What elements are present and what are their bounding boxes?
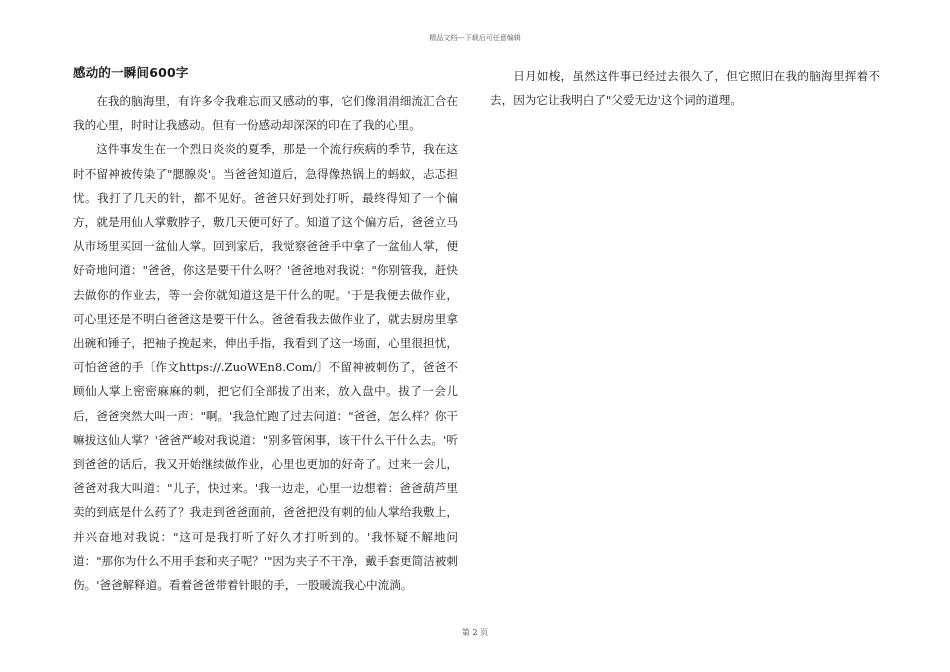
article-title: 感动的一瞬间600字	[73, 65, 189, 80]
left-column	[73, 64, 458, 597]
right-column	[490, 64, 880, 112]
paragraph-story: 这件事发生在一个烈日炎炎的夏季，那是一个流行疾病的季节，我在这时不留神被传染了"腮腺炎'。当爸爸知道后，急得像热锅上的蚂蚁，忐忑担忧。我打了几天的针，都不见好。爸爸只好到处打听，最终得知了一个偏方，就是用仙人掌敷脖子，敷几天便可好了。知道了这个偏方后，爸爸立马从市场里买回一盆仙人掌。回到家后，我觉察爸爸手中拿了一盆仙人掌，便好奇地问道："爸爸，你这是要干什么呀？'爸爸地对我说："你别管我，赶快去做你的作业去，等一会你就知道这是干什么的呢。'于是我便去做作业，可心里还是不明白爸爸这是要干什么。爸爸看我去做作业了，就去厨房里拿出碗和锤子，把袖子挽起来，伸出手指，我看到了这一场面，心里很担忧，可怕爸爸的手〔作文https://.ZuoWEn8.Com/〕不留神被刺伤了，爸爸不顾仙人掌上密密麻麻的刺，把它们全部拔了出来，放入盘中。拔了一会儿后，爸爸突然大叫一声："啊。'我急忙跑了过去问道："爸爸，怎么样？你干嘛拔这仙人掌？'爸爸严峻对我说道："别多管闲事，该干什么干什么去。'听到爸爸的话后，我又开始继续做作业，心里也更加的好奇了。过来一会儿，爸爸对我大叫道："儿子，快过来。'我一边走，心里一边想着：爸爸葫芦里卖的到底是什么药了？我走到爸爸面前，爸爸把没有刺的仙人掌给我敷上，并兴奋地对我说："这可是我打听了好久才打听到的。'我怀疑不解地问道："那你为什么不用手套和夹子呢？'"因为夹子不干净，戴手套更简洁被刺伤。'爸爸解释道。看着爸爸带着针眼的手，一股暖流我心中流淌。	[73, 142, 458, 593]
paragraph-intro: 在我的脑海里，有许多令我难忘而又感动的事，它们像涓涓细流汇合在我的心里，时时让我感动。但有一份感动却深深的印在了我的心里。	[73, 94, 458, 133]
page-number: 第 2 页	[461, 628, 489, 637]
page-header: 精品文档---下载后可任意编辑	[429, 34, 521, 42]
paragraph-conclusion: 日月如梭，虽然这件事已经过去很久了，但它照旧在我的脑海里挥着不去，因为它让我明白了"父爱无边'这个词的道理。	[490, 69, 880, 108]
